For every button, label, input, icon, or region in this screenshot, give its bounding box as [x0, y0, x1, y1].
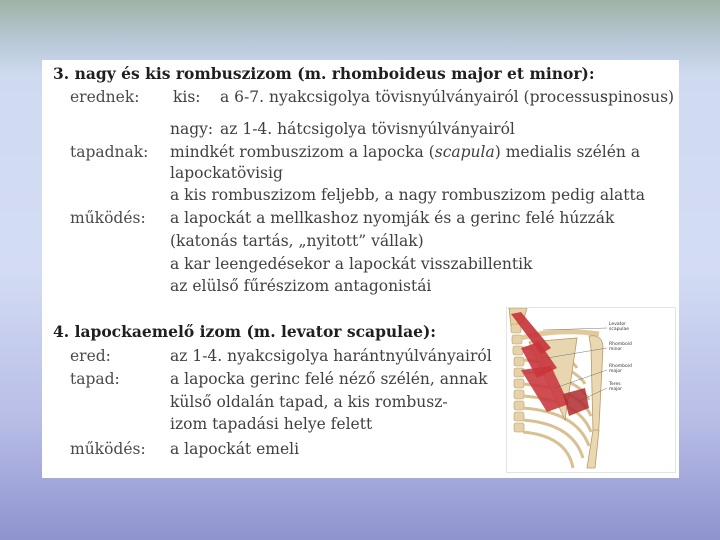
section3-function-line4: az elülső fűrészizom antagonistái	[170, 277, 432, 295]
legend-levator-scapulae: Levator scapulae	[609, 322, 630, 332]
section3-insertion-label: tapadnak:	[70, 143, 149, 161]
section4-insertion-label: tapad:	[70, 370, 120, 388]
section3-insertion-line2: lapockatövisig	[170, 164, 283, 182]
section4-function-text: a lapockát emeli	[170, 440, 300, 458]
section3-function-label: működés:	[70, 209, 146, 227]
legend-rhomboid-minor: Rhomboid minor	[609, 342, 632, 352]
section3-origin-nagy-text: az 1-4. hátcsigolya tövisnyúlványairól	[220, 120, 515, 138]
section4-origin-text: az 1-4. nyakcsigolya harántnyúlványairól	[170, 347, 492, 365]
section4-origin-label: ered:	[70, 347, 111, 365]
section3-origin-nagy-label: nagy:	[170, 120, 214, 138]
section3-heading: 3. nagy és kis rombuszizom (m. rhomboideus major et minor):	[53, 64, 595, 83]
section3-function-line2: (katonás tartás, „nyitott” vállak)	[170, 232, 424, 250]
section3-origin-kis-text: a 6-7. nyakcsigolya tövisnyúlványairól (processus	[220, 88, 608, 106]
shoulder-skeleton-drawing	[507, 308, 676, 473]
section4-heading: 4. lapockaemelő izom (m. levator scapulae):	[53, 322, 437, 341]
anatomy-illustration	[506, 307, 676, 473]
legend-rhomboid-major: Rhomboid major	[609, 364, 632, 374]
section3-insertion-line3: a kis rombuszizom feljebb, a nagy rombuszizom pedig alatta	[170, 186, 645, 204]
section3-origin-label: erednek:	[70, 88, 140, 106]
section3-insertion-line1: mindkét rombuszizom a lapocka (scapula) medialis szélén a	[170, 143, 641, 161]
section4-insertion-line2: külső oldalán tapad, a kis rombusz-	[170, 393, 448, 411]
section4-function-label: működés:	[70, 440, 146, 458]
section3-origin-kis-cont: spinosus)	[600, 88, 675, 106]
section4-insertion-line1: a lapocka gerinc felé néző szélén, annak	[170, 370, 488, 388]
legend-teres-major: Teres major	[609, 382, 622, 392]
section3-function-line1: a lapockát a mellkashoz nyomják és a gerinc felé húzzák	[170, 209, 615, 227]
section3-function-line3: a kar leengedésekor a lapockát visszabillentik	[170, 255, 533, 273]
section3-origin-kis-label: kis:	[173, 88, 201, 106]
section4-insertion-line3: izom tapadási helye felett	[170, 415, 373, 433]
